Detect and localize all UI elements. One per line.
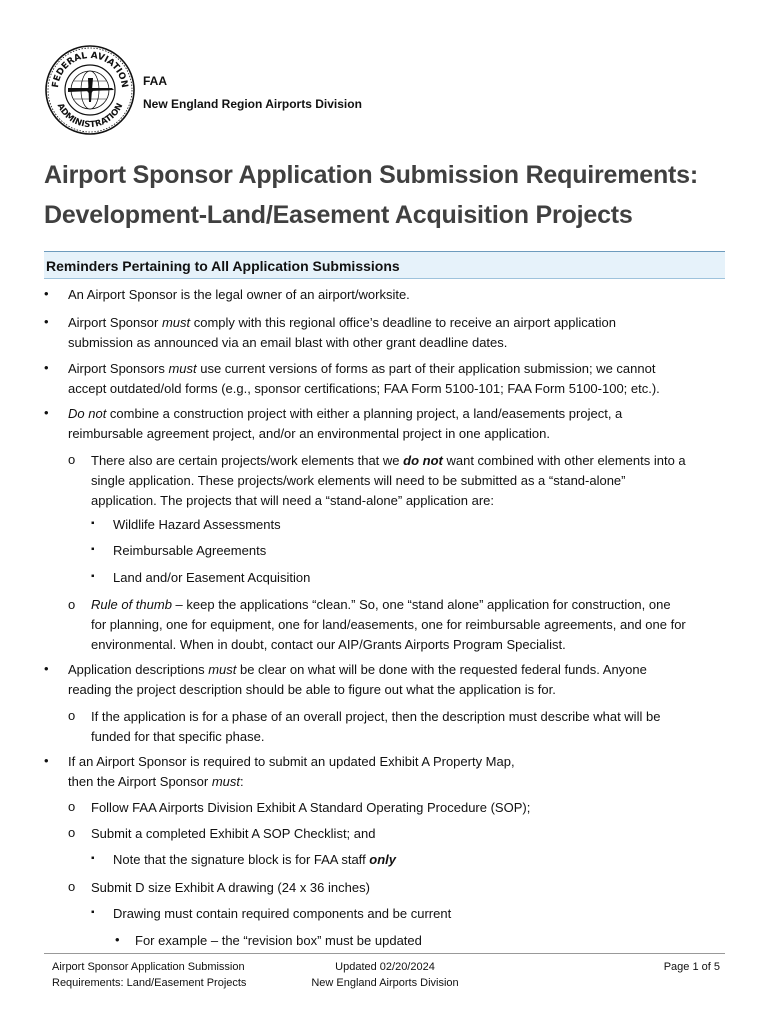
org-division: New England Region Airports Division (143, 97, 362, 111)
section-heading-band (44, 251, 725, 279)
list-item: Note that the signature block is for FAA staff only (113, 852, 397, 867)
bullet-marker: • (115, 932, 120, 947)
org-name: FAA (143, 74, 167, 88)
list-item: An Airport Sponsor is the legal owner of an airport/worksite. (68, 287, 410, 302)
sub-bullet-marker: o (68, 799, 76, 814)
footer-updated-date: Updated 02/20/2024 (335, 961, 435, 973)
list-item: Submit a completed Exhibit A SOP Checklist; and (91, 826, 376, 841)
list-item: Submit D size Exhibit A drawing (24 x 36 inches) (91, 880, 370, 895)
page-title (44, 155, 744, 235)
bullet-marker: • (44, 314, 49, 329)
section-heading: Reminders Pertaining to All Application Submissions (46, 258, 400, 274)
sub-bullet-marker: o (68, 597, 76, 612)
square-bullet-marker: ▪ (91, 544, 95, 555)
svg-text:FEDERAL AVIATION: FEDERAL AVIATION (50, 50, 130, 89)
list-item: Reimbursable Agreements (113, 543, 267, 558)
faa-seal-logo (44, 44, 136, 136)
list-item: Airport Sponsors must use current versions of forms as part of their application submission; we cannot accept outdated/old forms (e.g., sponsor certifications; FAA Form 5100-101; FAA Form 5100-100; etc.). (68, 361, 660, 396)
list-item: Land and/or Easement Acquisition (113, 570, 311, 585)
list-item: If an Airport Sponsor is required to submit an updated Exhibit A Property Map, then the Airport Sponsor must: (68, 754, 515, 789)
square-bullet-marker: ▪ (91, 853, 95, 864)
list-item: Application descriptions must be clear on what will be done with the requested federal funds. Anyone reading the project description should be able to figure out what the application is for. (68, 662, 647, 697)
footer-left-line-1: Airport Sponsor Application Submission (52, 961, 245, 973)
svg-text:ADMINISTRATION: ADMINISTRATION (54, 101, 126, 131)
footer-left (52, 959, 246, 991)
sub-bullet-marker: o (68, 708, 76, 723)
sub-bullet-marker: o (68, 825, 76, 840)
list-item: There also are certain projects/work elements that we do not want combined with other elements into a single application. These projects/work elements will need to be submitted as a “stand-alone” application. The projects that will need a “stand-alone” application are: (91, 453, 686, 508)
list-item: For example – the “revision box” must be updated (135, 933, 422, 948)
list-item: Do not combine a construction project with either a planning project, a land/easements project, a reimbursable agreement project, and/or an environmental project in one application. (68, 406, 623, 441)
list-item: Follow FAA Airports Division Exhibit A Standard Operating Procedure (SOP); (91, 800, 531, 815)
page-number: Page 1 of 5 (663, 961, 720, 973)
list-item: If the application is for a phase of an overall project, then the description must describe what will be funded for that specific phase. (91, 709, 661, 744)
footer-center (295, 959, 475, 991)
title-line-1: Airport Sponsor Application Submission Requirements: (44, 161, 699, 189)
list-item: Rule of thumb – keep the applications “clean.” So, one “stand alone” application for construction, one for planning, one for equipment, one for land/easements, one for reimbursable agreements, and one for environmental. When in doubt, contact our AIP/Grants Airports Program Specialist. (91, 597, 686, 652)
bullet-marker: • (44, 405, 49, 420)
bullet-marker: • (44, 360, 49, 375)
list-item: Airport Sponsor must comply with this regional office’s deadline to receive an airport application submission as announced via an email blast with other grant deadline dates. (68, 315, 616, 350)
footer-divider (44, 953, 725, 954)
title-line-2: Development-Land/Easement Acquisition Projects (44, 201, 633, 229)
list-item: Wildlife Hazard Assessments (113, 517, 281, 532)
sub-bullet-marker: o (68, 452, 76, 467)
list-item: Drawing must contain required components and be current (113, 906, 452, 921)
bullet-marker: • (44, 286, 49, 301)
bullet-marker: • (44, 753, 49, 768)
square-bullet-marker: ▪ (91, 571, 95, 582)
sub-bullet-marker: o (68, 879, 76, 894)
footer-left-line-2: Requirements: Land/Easement Projects (52, 977, 247, 989)
footer-division: New England Airports Division (311, 977, 459, 989)
square-bullet-marker: ▪ (91, 907, 95, 918)
square-bullet-marker: ▪ (91, 518, 95, 529)
bullet-marker: • (44, 661, 49, 676)
